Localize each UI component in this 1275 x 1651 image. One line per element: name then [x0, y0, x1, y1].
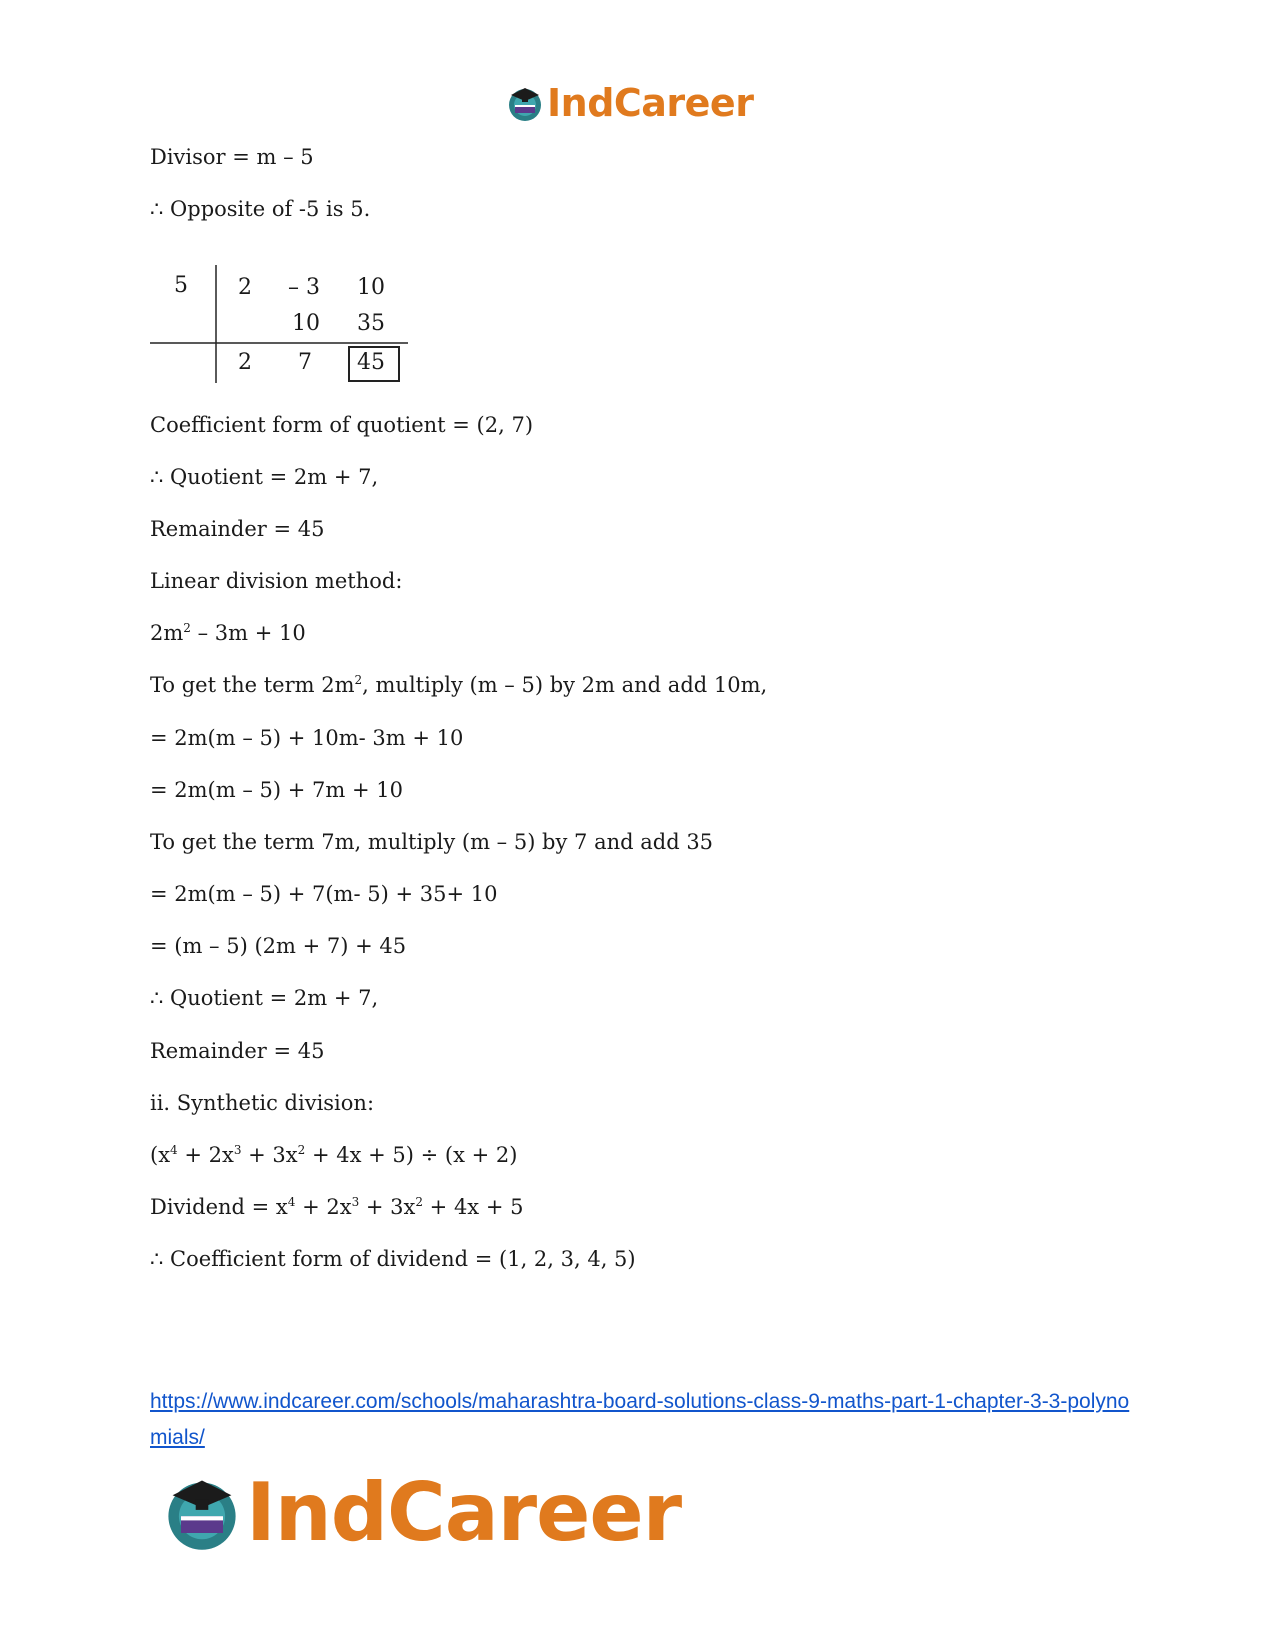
- table-cell: 10: [292, 311, 320, 336]
- text-line: Linear division method:: [150, 569, 403, 593]
- text-line: ∴ Coefficient form of dividend = (1, 2, 3, 4, 5): [150, 1247, 636, 1271]
- table-cell: 2: [238, 275, 252, 300]
- table-cell: 2: [238, 350, 252, 375]
- text-line: ii. Synthetic division:: [150, 1091, 375, 1115]
- divisor-value: 5: [174, 273, 188, 298]
- text-line: To get the term $2m^2$, multiply (m – 5) by 2m and add 10m,: [150, 673, 768, 697]
- text-line: To get the term 7m, multiply (m – 5) by 7 and add 35: [150, 830, 714, 854]
- remainder-cell: 45: [357, 350, 385, 375]
- table-cell: 35: [357, 311, 385, 336]
- text-line: Coefficient form of quotient = (2, 7): [150, 413, 534, 437]
- footer-logo: [160, 1467, 681, 1557]
- logo-wordmark: IndCareer: [547, 81, 754, 125]
- text-line: ∴ Opposite of -5 is 5.: [150, 197, 371, 221]
- text-line: $2m^2 - 3m + 10$: [150, 621, 306, 645]
- text-line: ∴ Quotient = 2m + 7,: [150, 986, 379, 1010]
- table-cell: 7: [298, 350, 312, 375]
- text-line: Dividend = $x^4 + 2x^3 + 3x^2 + 4x + 5$: [150, 1195, 524, 1219]
- text-line: = 2m(m – 5) + 7(m- 5) + 35+ 10: [150, 882, 498, 906]
- text-line: Remainder = 45: [150, 517, 325, 541]
- text-line: Remainder = 45: [150, 1039, 325, 1063]
- globe-graduation-cap-icon: [160, 1470, 244, 1554]
- source-link[interactable]: https://www.indcareer.com/schools/maharashtra-board-solutions-class-9-maths-part-1-chapter-3-3-polynomials/: [150, 1390, 1130, 1449]
- synthetic-division-table: [150, 265, 420, 390]
- text-line: = 2m(m – 5) + 7m + 10: [150, 778, 403, 802]
- logo-wordmark: IndCareer: [246, 1465, 682, 1559]
- text-line: ∴ Quotient = 2m + 7,: [150, 465, 379, 489]
- table-cell: – 3: [288, 275, 320, 300]
- globe-graduation-cap-icon: [505, 83, 545, 123]
- text-line: = 2m(m – 5) + 10m- 3m + 10: [150, 726, 464, 750]
- text-line: = (m – 5) (2m + 7) + 45: [150, 934, 407, 958]
- table-cell: 10: [357, 275, 385, 300]
- text-line: $(x^4 + 2x^3 + 3x^2 + 4x + 5) \div (x + 2)$: [150, 1143, 518, 1167]
- text-line: Divisor = m – 5: [150, 145, 314, 169]
- header-logo: [505, 80, 753, 126]
